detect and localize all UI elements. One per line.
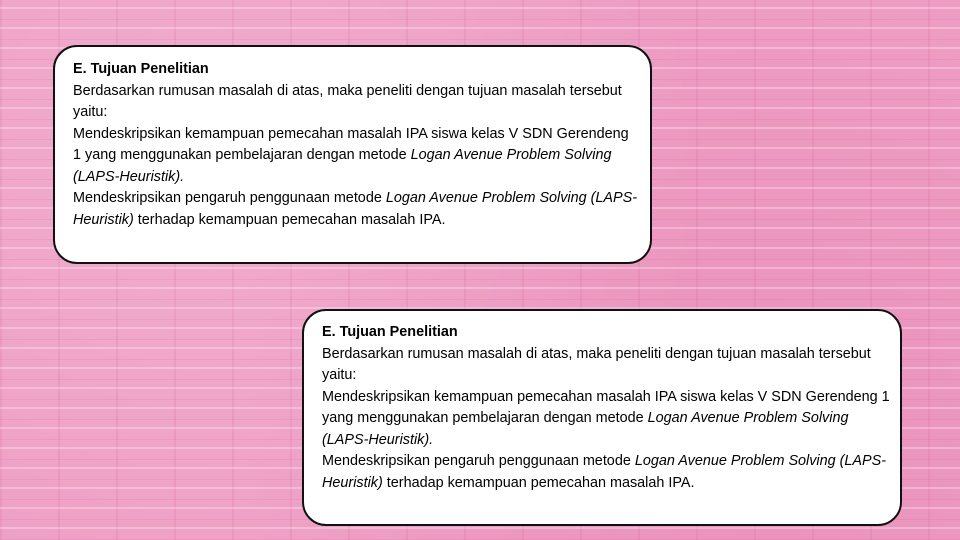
intro-paragraph: Berdasarkan rumusan masalah di atas, maka peneliti dengan tujuan masalah tersebut yaitu: bbox=[73, 82, 622, 120]
goal-1-method: Logan Avenue Problem Solving (LAPS-Heuristik). bbox=[73, 147, 612, 185]
goal-1-paragraph bbox=[73, 124, 640, 189]
goal-2-text: Mendeskripsikan pengaruh penggunaan metode bbox=[322, 453, 635, 469]
goal-2-paragraph bbox=[73, 188, 640, 231]
goal-1-method: Logan Avenue Problem Solving (LAPS-Heuristik). bbox=[322, 410, 849, 448]
section-heading: E. Tujuan Penelitian bbox=[322, 324, 458, 340]
goal-1-text: Mendeskripsikan kemampuan pemecahan masalah IPA siswa kelas V SDN Gerendeng 1 yang menggunakan pembelajaran dengan metode bbox=[73, 125, 629, 163]
goal-1-text: Mendeskripsikan kemampuan pemecahan masalah IPA siswa kelas V SDN Gerendeng 1 yang menggunakan pembelajaran dengan metode bbox=[322, 388, 890, 426]
goal-2-method: Logan Avenue Problem Solving (LAPS-Heuristik) bbox=[322, 453, 887, 491]
goal-2-method: Logan Avenue Problem Solving (LAPS-Heuristik) bbox=[73, 190, 638, 228]
intro-paragraph: Berdasarkan rumusan masalah di atas, maka peneliti dengan tujuan masalah tersebut yaitu: bbox=[322, 345, 871, 383]
goal-2-text: Mendeskripsikan pengaruh penggunaan metode bbox=[73, 190, 386, 206]
goal-2-paragraph bbox=[322, 451, 890, 494]
goal-1-paragraph bbox=[322, 387, 890, 452]
text-card-bottom bbox=[302, 309, 902, 526]
section-heading: E. Tujuan Penelitian bbox=[73, 61, 209, 77]
goal-2-tail: terhadap kemampuan pemecahan masalah IPA. bbox=[133, 211, 446, 228]
goal-2-tail: terhadap kemampuan pemecahan masalah IPA. bbox=[382, 474, 695, 491]
text-card-top bbox=[53, 45, 652, 264]
